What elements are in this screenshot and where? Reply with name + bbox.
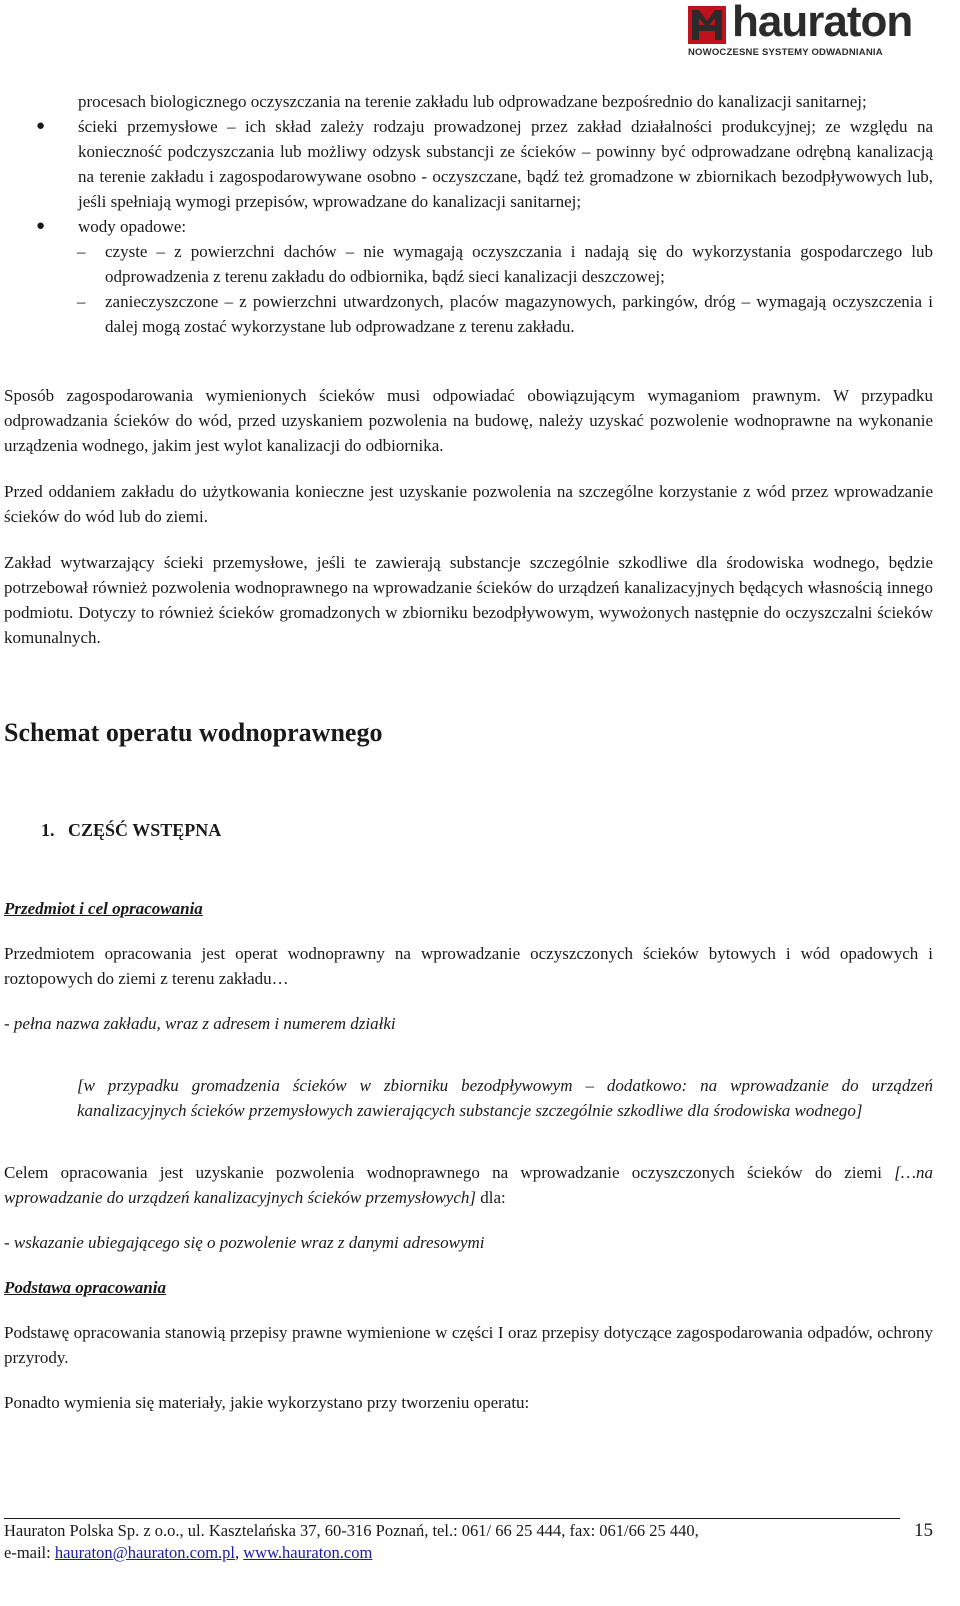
page-number: 15 [914, 1520, 933, 1541]
sub-list-item [77, 289, 933, 339]
dash-icon: – [77, 242, 86, 261]
subsection-number: 1. [41, 820, 55, 840]
footer-email-label: e-mail: [4, 1543, 55, 1562]
list-continuation-text: procesach biologicznego oczyszczania na terenie zakładu lub odprowadzane bezpośrednio do kanalizacji sanitarnej; [78, 92, 867, 111]
cel-end: dla: [476, 1188, 506, 1207]
email-link[interactable]: hauraton@hauraton.com.pl [54, 1543, 235, 1562]
subsection-label: CZĘŚĆ WSTĘPNA [68, 820, 222, 840]
list-item [36, 114, 933, 214]
bullet-icon: ● [36, 118, 46, 134]
cel-italic: […na wprowadzanie do urządzeń kanalizacyjnych ścieków przemysłowych] [4, 1163, 933, 1207]
footer-divider [4, 1518, 900, 1519]
paragraph: Ponadto wymienia się materiały, jakie wykorzystano przy tworzeniu operatu: [4, 1393, 530, 1412]
logo-tagline: NOWOCZESNE SYSTEMY ODWADNIANIA [688, 47, 883, 58]
footer-contact [4, 1542, 372, 1564]
paragraph: Przed oddaniem zakładu do użytkowania konieczne jest uzyskanie pozwolenia na szczególne korzystanie z wód przez wprowadzanie ścieków do wód lub do ziemi. [4, 482, 933, 526]
section-title: Schemat operatu wodnoprawnego [4, 718, 383, 747]
paragraph: Sposób zagospodarowania wymienionych ścieków musi odpowiadać obowiązującym wymaganiom prawnym. W przypadku odprowadzania ścieków do wód, przed uzyskaniem pozwolenia na budowę, należy uzyskać pozwolenie wodnoprawne na wykonanie urządzenia wodnego, jakim jest wylot kanalizacji do odbiornika. [4, 386, 933, 455]
sub-list-item-text: zanieczyszczone – z powierzchni utwardzonych, placów magazynowych, parkingów, dróg – wymagają oczyszczenia i dalej mogą zostać wykorzystane lub odprowadzane z terenu zakładu. [105, 292, 933, 336]
paragraph: Podstawę opracowania stanowią przepisy prawne wymienione w części I oraz przepisy dotyczące zagospodarowania odpadów, ochrony przyrody. [4, 1323, 933, 1367]
dash-icon: – [77, 292, 86, 311]
company-logo [688, 0, 938, 58]
paragraph: Zakład wytwarzający ścieki przemysłowe, jeśli te zawierają substancje szczególnie szkodliwe dla środowiska wodnego, będzie potrzebował również pozwolenia wodnoprawnego na wprowadzanie ścieków do urządzeń kanalizacyjnych będących własnością innego podmiotu. Dotyczy to również ścieków gromadzonych w zbiorniku bezodpływowym, wywożonych następnie do oczyszczalni ścieków komunalnych. [4, 553, 933, 647]
list-item-text: ścieki przemysłowe – ich skład zależy rodzaju prowadzonej przez zakład działalności produkcyjnej; ze względu na konieczność podczyszczania lub możliwy odzysk substancji ze ścieków – powinny być odprowadzane odrębną kanalizacją na terenie zakładu i zagospodarowywane osobno - oczyszczane, bądź też gromadzone w zbiornikach bezodpływowych lub, jeśli spełniają wymogi przepisów, wprowadzane do kanalizacji sanitarnej; [78, 117, 933, 211]
sub-list-item [77, 239, 933, 289]
italic-note: - wskazanie ubiegającego się o pozwolenie wraz z danymi adresowymi [4, 1233, 485, 1252]
bullet-icon: ● [36, 218, 46, 234]
paragraph: Przedmiotem opracowania jest operat wodnoprawny na wprowadzanie oczyszczonych ścieków bytowych i wód opadowych i roztopowych do ziemi z terenu zakładu… [4, 944, 933, 988]
italic-note: - pełna nazwa zakładu, wraz z adresem i numerem działki [4, 1014, 396, 1033]
bracket-note: [w przypadku gromadzenia ścieków w zbiorniku bezodpływowym – dodatkowo: na wprowadzanie do urządzeń kanalizacyjnych ścieków przemysłowych zawierających substancje szczególnie szkodliwe dla środowiska wodnego] [77, 1076, 933, 1120]
website-link[interactable]: www.hauraton.com [243, 1543, 373, 1562]
subsection-title [41, 818, 933, 843]
heading-przedmiot: Przedmiot i cel opracowania [4, 899, 203, 918]
paragraph-cel [4, 1160, 933, 1210]
footer-address: Hauraton Polska Sp. z o.o., ul. Kasztelańska 37, 60-316 Poznań, tel.: 061/ 66 25 444, fax: 061/66 25 440, [4, 1521, 699, 1540]
hauraton-logo-mark-icon [688, 6, 726, 44]
cel-text: Celem opracowania jest uzyskanie pozwolenia wodnoprawnego na wprowadzanie oczyszczonych ścieków do ziemi [4, 1163, 895, 1182]
sub-list-item-text: czyste – z powierzchni dachów – nie wymagają oczyszczania i nadają się do wykorzystania gospodarczego lub odprowadzenia z terenu zakładu do odbiornika, bądź sieci kanalizacji deszczowej; [105, 242, 933, 286]
heading-podstawa: Podstawa opracowania [4, 1278, 166, 1297]
logo-wordmark: hauraton [732, 0, 913, 46]
list-item-text: wody opadowe: [78, 217, 187, 236]
document-body [4, 89, 933, 1415]
footer-sep: , [235, 1543, 244, 1562]
list-item [36, 214, 933, 239]
